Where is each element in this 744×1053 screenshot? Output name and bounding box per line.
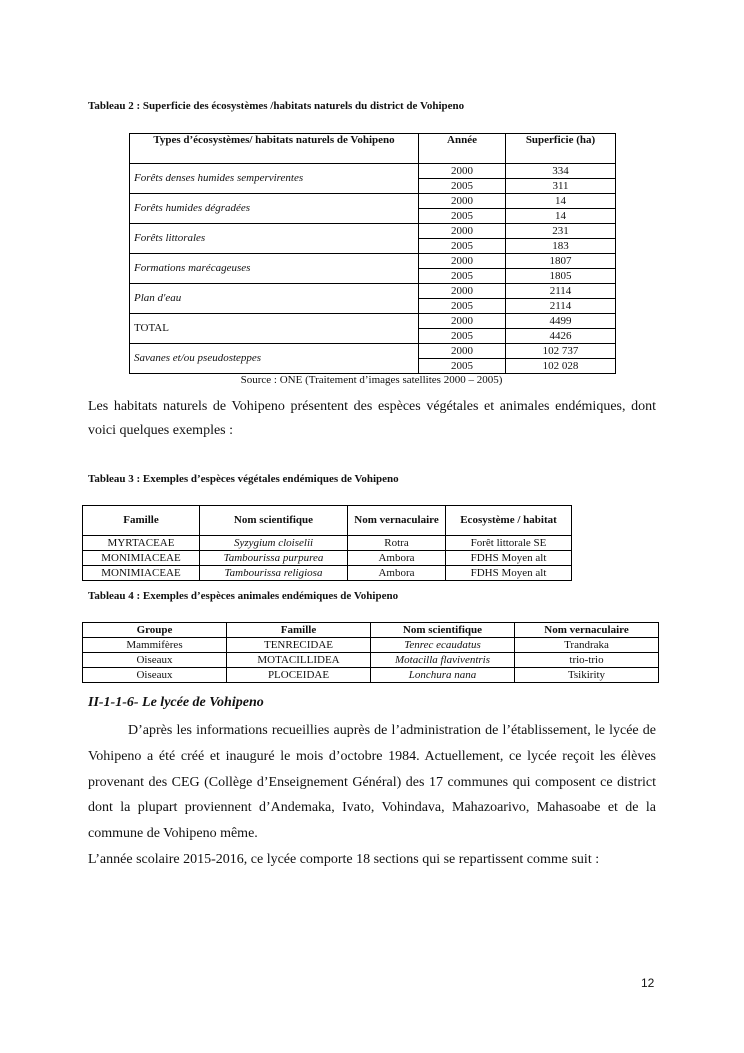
table-cell: Oiseaux <box>83 653 227 668</box>
table-cell: PLOCEIDAE <box>227 668 371 683</box>
year-cell: 2000 <box>419 164 506 179</box>
table-cell: FDHS Moyen alt <box>446 551 572 566</box>
table-row <box>130 254 616 269</box>
table3-caption: Tableau 3 : Exemples d’espèces végétales endémiques de Vohipeno <box>88 473 399 485</box>
table-cell: trio-trio <box>515 653 659 668</box>
table-cell: Ambora <box>348 551 446 566</box>
area-cell: 2114 <box>506 299 616 314</box>
ecosystem-type-cell: Forêts humides dégradées <box>130 194 419 224</box>
table-row <box>83 566 572 581</box>
year-cell: 2000 <box>419 344 506 359</box>
table-row <box>83 653 659 668</box>
area-cell: 311 <box>506 179 616 194</box>
table-cell: Ambora <box>348 566 446 581</box>
table-cell: Lonchura nana <box>371 668 515 683</box>
table-cell: TENRECIDAE <box>227 638 371 653</box>
paragraph-intro: Les habitats naturels de Vohipeno présentent des espèces végétales et animales endémiques, dont voici quelques exemples : <box>88 399 656 438</box>
table-header: Nom vernaculaire <box>348 506 446 536</box>
table-row <box>130 284 616 299</box>
table-cell: Rotra <box>348 536 446 551</box>
table2 <box>129 133 616 374</box>
area-cell: 14 <box>506 194 616 209</box>
table-header: Nom scientifique <box>371 623 515 638</box>
year-cell: 2005 <box>419 209 506 224</box>
table2-header: Superficie (ha) <box>506 134 616 164</box>
year-cell: 2000 <box>419 224 506 239</box>
table-header: Ecosystème / habitat <box>446 506 572 536</box>
table-row <box>130 344 616 359</box>
table4-caption: Tableau 4 : Exemples d’espèces animales endémiques de Vohipeno <box>88 590 399 602</box>
year-cell: 2005 <box>419 329 506 344</box>
table-cell: Trandraka <box>515 638 659 653</box>
table2-header: Types d’écosystèmes/ habitats naturels de Vohipeno <box>130 134 419 164</box>
table-row <box>83 668 659 683</box>
section-heading: II-1-1-6- Le lycée de Vohipeno <box>88 695 264 710</box>
table-cell: MONIMIACEAE <box>83 566 200 581</box>
table-cell: MONIMIACEAE <box>83 551 200 566</box>
table-cell: Mammifères <box>83 638 227 653</box>
table-header: Nom vernaculaire <box>515 623 659 638</box>
table-cell: Tsikirity <box>515 668 659 683</box>
table-header-row <box>83 506 572 536</box>
table-cell: FDHS Moyen alt <box>446 566 572 581</box>
area-cell: 231 <box>506 224 616 239</box>
area-cell: 334 <box>506 164 616 179</box>
area-cell: 1807 <box>506 254 616 269</box>
ecosystem-type-cell: Formations marécageuses <box>130 254 419 284</box>
table-header-row <box>83 623 659 638</box>
table3 <box>82 505 572 581</box>
table-cell: Tambourissa religiosa <box>200 566 348 581</box>
table-cell: Forêt littorale SE <box>446 536 572 551</box>
year-cell: 2005 <box>419 269 506 284</box>
table-row <box>83 638 659 653</box>
area-cell: 183 <box>506 239 616 254</box>
table-cell: Syzygium cloiselii <box>200 536 348 551</box>
page-number: 12 <box>641 976 655 990</box>
area-cell: 102 737 <box>506 344 616 359</box>
area-cell: 1805 <box>506 269 616 284</box>
table-cell: Motacilla flaviventris <box>371 653 515 668</box>
ecosystem-type-cell: Forêts denses humides sempervirentes <box>130 164 419 194</box>
area-cell: 102 028 <box>506 359 616 374</box>
table4 <box>82 622 659 683</box>
table-row <box>83 551 572 566</box>
ecosystem-type-cell: Savanes et/ou pseudosteppes <box>130 344 419 374</box>
table-cell: Tambourissa purpurea <box>200 551 348 566</box>
year-cell: 2005 <box>419 179 506 194</box>
paragraph-lycee: D’après les informations recueillies auprès de l’administration de l’établissement, le lycée de Vohipeno a été créé et inauguré le mois d’octobre 1984. Actuellement, ce lycée reçoit les élèves provenant des CEG (Collège d’Enseignement Général) des 17 communes qui composent ce district dont la plupart proviennent d’Andemaka, Ivato, Vohindava, Mahazoarivo, Mahasoabe et de la commune de Vohipeno même. <box>88 723 656 842</box>
table-header: Famille <box>227 623 371 638</box>
year-cell: 2005 <box>419 299 506 314</box>
year-cell: 2000 <box>419 254 506 269</box>
table-row <box>83 536 572 551</box>
table-row <box>130 194 616 209</box>
table-row <box>130 164 616 179</box>
table-cell: MYRTACEAE <box>83 536 200 551</box>
area-cell: 2114 <box>506 284 616 299</box>
year-cell: 2000 <box>419 194 506 209</box>
table-row <box>130 314 616 329</box>
table-cell: MOTACILLIDEA <box>227 653 371 668</box>
ecosystem-type-cell: Plan d'eau <box>130 284 419 314</box>
paragraph-sections: L’année scolaire 2015-2016, ce lycée comporte 18 sections qui se repartissent comme suit : <box>88 852 600 867</box>
table2-header: Année <box>419 134 506 164</box>
ecosystem-type-cell: Forêts littorales <box>130 224 419 254</box>
year-cell: 2000 <box>419 314 506 329</box>
table-cell: Tenrec ecaudatus <box>371 638 515 653</box>
ecosystem-type-cell: TOTAL <box>130 314 419 344</box>
table2-caption: Tableau 2 : Superficie des écosystèmes /habitats naturels du district de Vohipeno <box>88 100 465 112</box>
year-cell: 2000 <box>419 284 506 299</box>
area-cell: 14 <box>506 209 616 224</box>
table-row <box>130 224 616 239</box>
table-header: Nom scientifique <box>200 506 348 536</box>
table-cell: Oiseaux <box>83 668 227 683</box>
table-header: Groupe <box>83 623 227 638</box>
area-cell: 4499 <box>506 314 616 329</box>
table2-source: Source : ONE (Traitement d’images satellites 2000 – 2005) <box>240 374 503 386</box>
area-cell: 4426 <box>506 329 616 344</box>
year-cell: 2005 <box>419 239 506 254</box>
year-cell: 2005 <box>419 359 506 374</box>
table-header: Famille <box>83 506 200 536</box>
